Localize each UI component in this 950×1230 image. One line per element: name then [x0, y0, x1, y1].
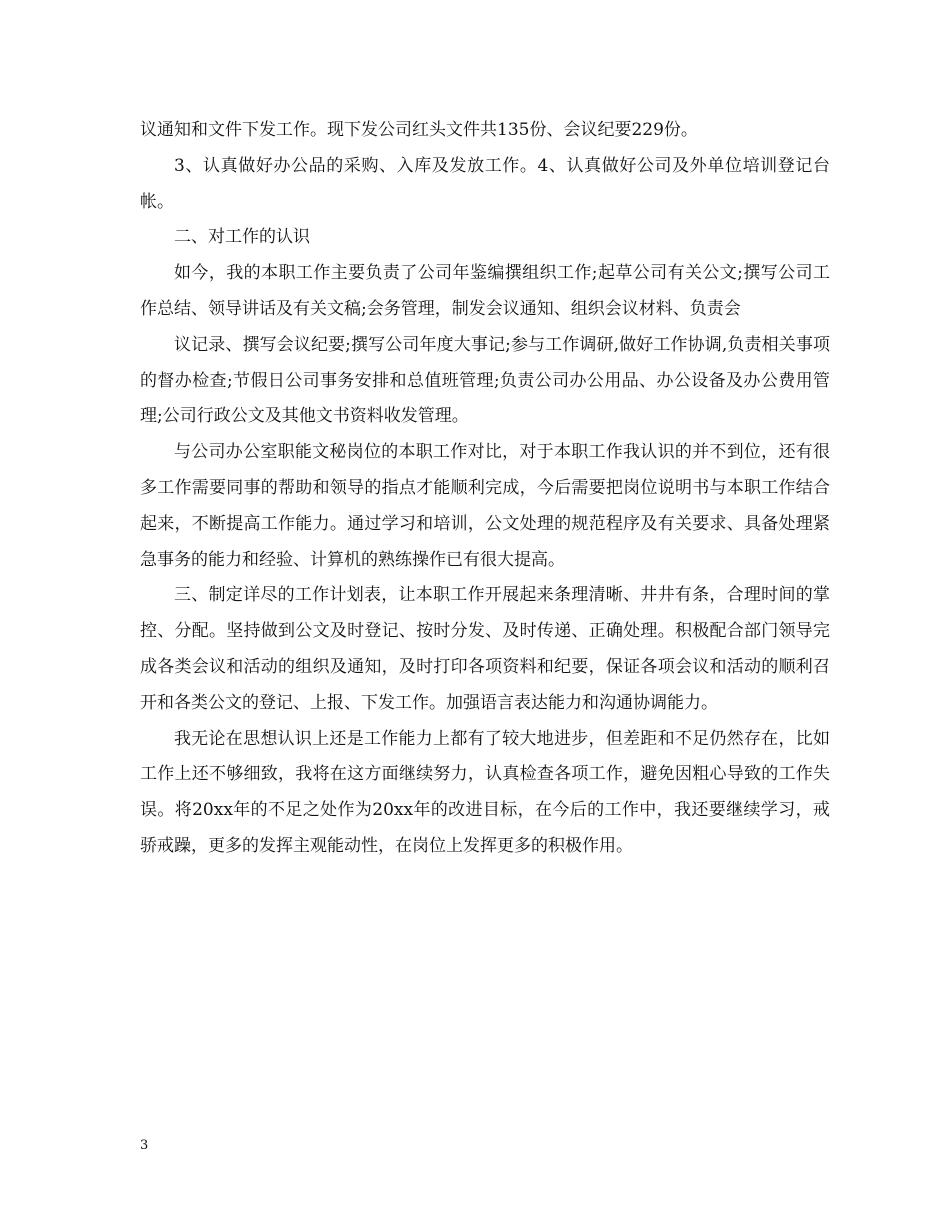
page-number: 3: [140, 1138, 149, 1153]
document-body: [140, 113, 830, 865]
section-heading-2: 二、对工作的认识: [174, 227, 310, 248]
paragraph-2: 3、认真做好办公品的采购、入库及发放工作。4、认真做好公司及外单位培训登记台帐。: [140, 155, 830, 212]
paragraph-8: 我无论在思想认识上还是工作能力上都有了较大地进步，但差距和不足仍然存在，比如工作上还不够细致，我将在这方面继续努力，认真检查各项工作，避免因粗心导致的工作失误。将20xx年的不足之处作为20xx年的改进目标，在今后的工作中，我还要继续学习，戒骄戒躁，更多的发挥主观能动性，在岗位上发挥更多的积极作用。: [140, 728, 830, 856]
paragraph-1: 议通知和文件下发工作。现下发公司红头文件共135份、会议纪要229份。: [140, 120, 698, 140]
paragraph-5: 议记录、撰写会议纪要;撰写公司年度大事记;参与工作调研,做好工作协调,负责相关事项的督办检查;节假日公司事务安排和总值班管理;负责公司办公用品、办公设备及办公费用管理;公司行政公文及其他文书资料收发管理。: [140, 334, 830, 427]
paragraph-7: 三、制定详尽的工作计划表，让本职工作开展起来条理清晰、井井有条，合理时间的掌控、分配。坚持做到公文及时登记、按时分发、及时传递、正确处理。积极配合部门领导完成各类会议和活动的组织及通知，及时打印各项资料和纪要，保证各项会议和活动的顺利召开和各类公文的登记、上报、下发工作。加强语言表达能力和沟通协调能力。: [140, 585, 830, 713]
paragraph-4: 如今，我的本职工作主要负责了公司年鉴编撰组织工作;起草公司有关公文;撰写公司工作总结、领导讲话及有关文稿;会务管理，制发会议通知、组织会议材料、负责会: [140, 263, 830, 319]
paragraph-6: 与公司办公室职能文秘岗位的本职工作对比，对于本职工作我认识的并不到位，还有很多工作需要同事的帮助和领导的指点才能顺利完成，今后需要把岗位说明书与本职工作结合起来，不断提高工作能力。通过学习和培训，公文处理的规范程序及有关要求、具备处理紧急事务的能力和经验、计算机的熟练操作已有很大提高。: [140, 442, 830, 570]
